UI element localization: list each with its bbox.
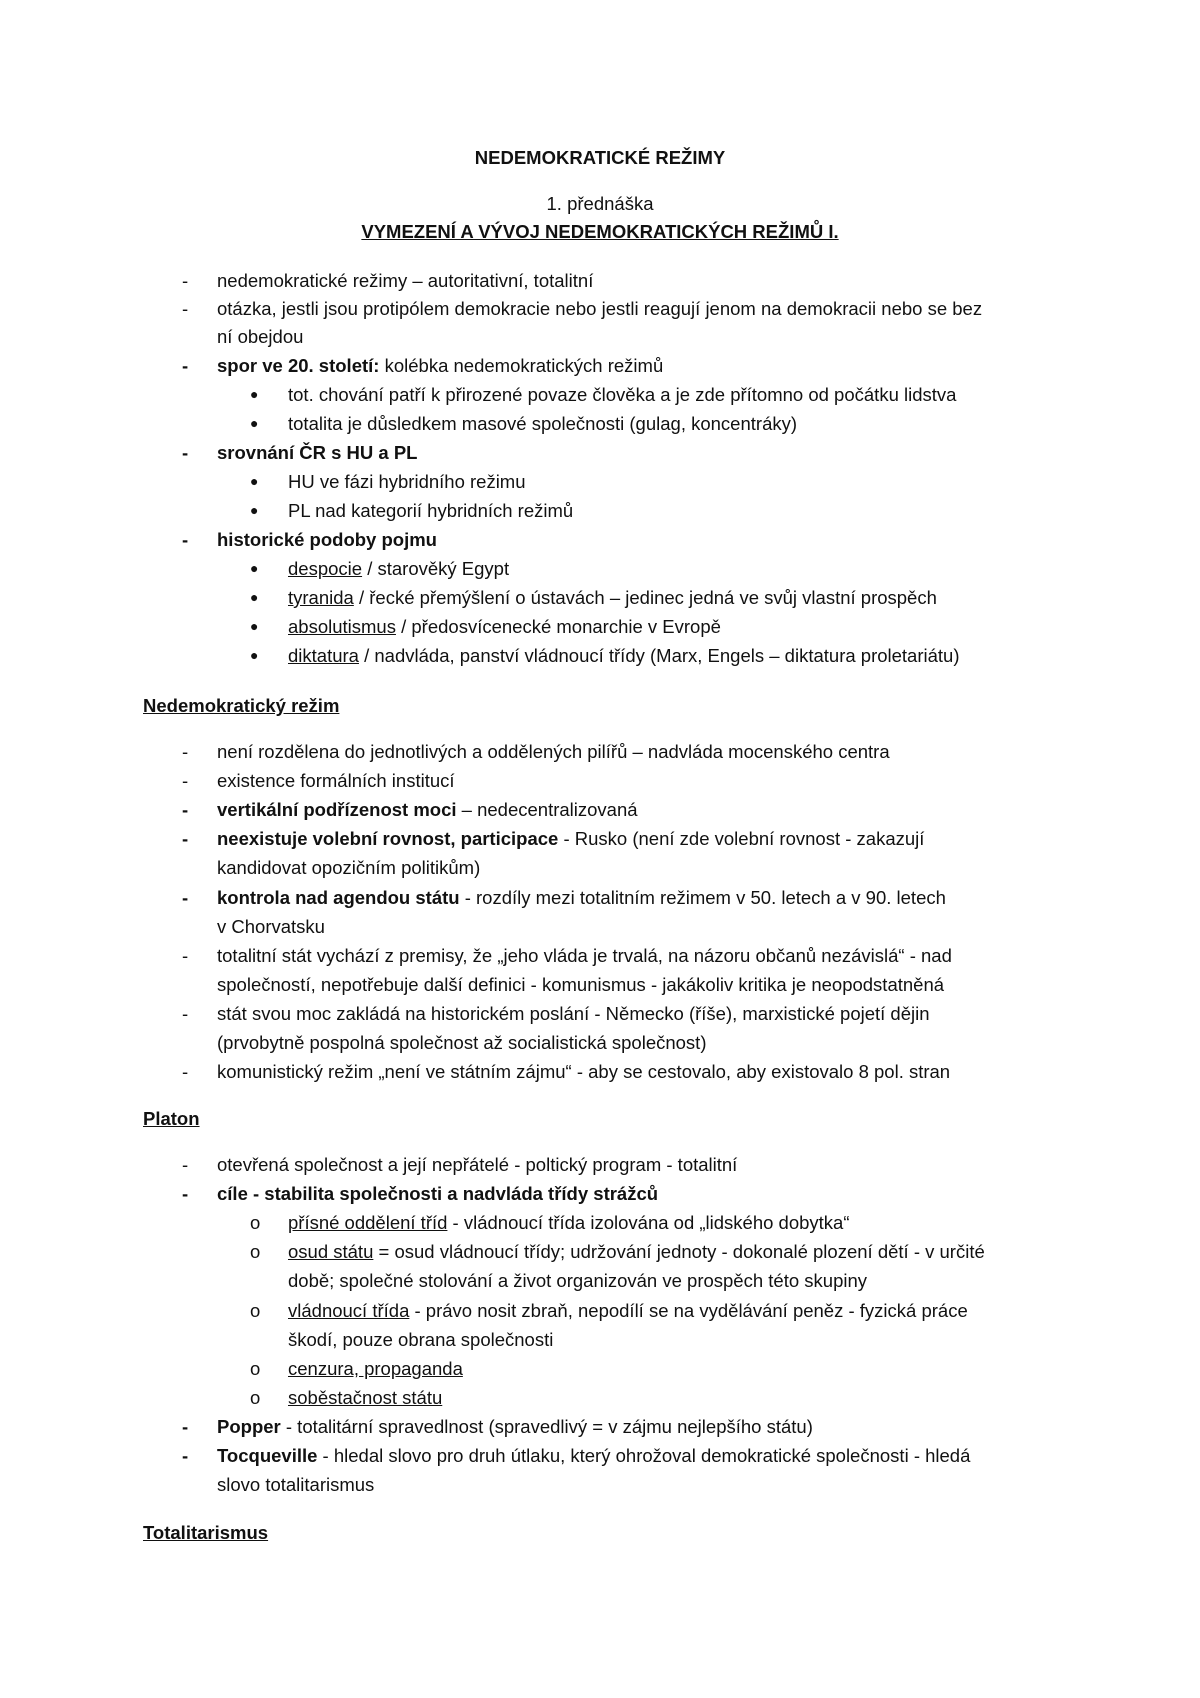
bullet-marker: ● <box>250 618 259 634</box>
list-item: stát svou moc zakládá na historickém poslání - Německo (říše), marxistické pojetí dějin <box>217 1003 930 1024</box>
dash-marker: - <box>182 741 189 762</box>
section-heading: Nedemokratický režim <box>143 695 340 716</box>
bullet-marker: ● <box>250 647 259 663</box>
list-item: totalitní stát vychází z premisy, že „jeho vláda je trvalá, na názoru občanů nezávislá“ - nad <box>217 945 952 966</box>
dash-marker: - <box>182 270 189 291</box>
bullet-marker: ● <box>250 386 259 402</box>
document-title: NEDEMOKRATICKÉ REŽIMY <box>474 147 726 168</box>
list-item: Tocqueville - hledal slovo pro druh útlaku, který ohrožoval demokratické společnosti - hledá <box>217 1445 971 1466</box>
circle-marker: o <box>250 1241 261 1262</box>
bullet-marker: ● <box>250 415 259 431</box>
document-subtitle: VYMEZENÍ A VÝVOJ NEDEMOKRATICKÝCH REŽIMŮ I. <box>361 221 839 242</box>
dash-marker: - <box>182 298 189 319</box>
dash-marker: - <box>182 1445 189 1466</box>
sub-item: přísné oddělení tříd - vládnoucí třída izolována od „lidského dobytka“ <box>288 1212 850 1233</box>
circle-marker: o <box>250 1212 261 1233</box>
bullet-marker: ● <box>250 589 259 605</box>
sub-item: cenzura, propaganda <box>288 1358 463 1379</box>
list-item: neexistuje volební rovnost, participace - Rusko (není zde volební rovnost - zakazují <box>217 828 925 849</box>
list-item: vertikální podřízenost moci – nedecentralizovaná <box>217 799 638 820</box>
list-item: cíle - stabilita společnosti a nadvláda třídy strážců <box>217 1183 659 1204</box>
list-item: otevřená společnost a její nepřátelé - poltický program - totalitní <box>217 1154 738 1175</box>
sub-item: osud státu = osud vládnoucí třídy; udržování jednoty - dokonalé plození dětí - v určité <box>288 1241 985 1262</box>
list-item: Popper - totalitární spravedlnost (spravedlivý = v zájmu nejlepšího státu) <box>217 1416 813 1437</box>
bullet-marker: ● <box>250 502 259 518</box>
section-heading: Totalitarismus <box>143 1522 269 1543</box>
sub-item: vládnoucí třída - právo nosit zbraň, nepodílí se na vydělávání peněz - fyzická práce <box>288 1300 968 1321</box>
section-heading: Platon <box>143 1108 200 1129</box>
circle-marker: o <box>250 1387 261 1408</box>
dash-marker: - <box>182 355 189 376</box>
dash-marker: - <box>182 828 189 849</box>
circle-marker: o <box>250 1300 261 1321</box>
document-page: NEDEMOKRATICKÉ REŽIMY 1. přednáška VYMEZENÍ A VÝVOJ NEDEMOKRATICKÝCH REŽIMŮ I. - nedemokratické režimy – autoritativní, totalitní - otázka, jestli jsou protipólem demokracie nebo jestli reagují jenom na demokracii nebo se bez ní obejdou - spor ve 20. století: kolébka nedemokratických režimů ● tot. chování patří k přirozené povaze člověka a je zde přítomno od počátku lidstva ● totalita je důsledkem masové společnosti (gulag, koncentráky) - srovnání ČR s HU a PL ● HU ve fázi hybridního režimu ● PL nad kategorií hybridních režimů - historické podoby pojmu ● despocie / starověký Egypt ● tyranida / řecké přemýšlení o ústavách – jedinec jedná ve svůj vlastní prospěch ● absolutismus / předosvícenecké monarchie v Evropě ● diktatura / nadvláda, panství vládnoucí třídy (Marx, Engels – diktatura proletariátu) Nedemokratický režim - není rozdělena do jednotlivých a oddělených pilířů – nadvláda mocenského centra - existence formálních institucí - vertikální podřízenost moci – nedecentralizovaná - neexistuje volební rovnost, participace - Rusko (není zde volební rovnost - zakazují kandidovat opozičním politikům) - kontrola nad agendou státu - rozdíly mezi totalitním režimem v 50. letech a v 90. letech v Chorvatsku - totalitní stát vychází z premisy, že „jeho vláda je trvalá, na názoru občanů nezávislá“ - nad společností, nepotřebuje další definici - komunismus - jakákoliv kritika je neopodstatněná - stát svou moc zakládá na historickém poslání - Německo (říše), marxistické pojetí dějin (prvobytně pospolná společnost až socialistická společnost) - komunistický režim „není ve státním zájmu“ - aby se cestovalo, aby existovalo 8 pol. stran Platon - otevřená společnost a její nepřátelé - poltický program - totalitní - cíle - stabilita společnosti a nadvláda třídy strážců o přísné oddělení tříd - vládnoucí třída izolována od „lidského dobytka“ o osud státu = osud vládnoucí třídy; udržování jednoty - dokonalé plození dětí - v určité době; společné stolování a život organizován ve prospěch této skupiny o vládnoucí třída - právo nosit zbraň, nepodílí se na vydělávání peněz - fyzická práce škodí, pouze obrana společnosti o cenzura, propaganda o soběstačnost státu - Popper - totalitární spravedlnost (spravedlivý = v zájmu nejlepšího státu) - Tocqueville - hledal slovo pro druh útlaku, který ohrožoval demokratické společnosti - hledá slovo totalitarismus Totalitarismus <box>0 0 1200 1698</box>
list-item: není rozdělena do jednotlivých a oddělených pilířů – nadvláda mocenského centra <box>217 741 890 762</box>
dash-marker: - <box>182 799 189 820</box>
dash-marker: - <box>182 1183 189 1204</box>
dash-marker: - <box>182 1003 189 1024</box>
dash-marker: - <box>182 945 189 966</box>
list-item: kontrola nad agendou státu - rozdíly mezi totalitním režimem v 50. letech a v 90. letech <box>217 887 946 908</box>
dash-marker: - <box>182 529 189 550</box>
dash-marker: - <box>182 770 189 791</box>
bullet-marker: ● <box>250 560 259 576</box>
bullet-marker: ● <box>250 473 259 489</box>
sub-item: soběstačnost státu <box>288 1387 443 1408</box>
list-item: existence formálních institucí <box>217 770 455 791</box>
list-item: komunistický režim „není ve státním zájmu“ - aby se cestovalo, aby existovalo 8 pol. stran <box>217 1061 951 1082</box>
dash-marker: - <box>182 442 189 463</box>
lecture-number: 1. přednáška <box>546 193 654 214</box>
dash-marker: - <box>182 1416 189 1437</box>
dash-marker: - <box>182 887 189 908</box>
dash-marker: - <box>182 1154 189 1175</box>
circle-marker: o <box>250 1358 261 1379</box>
dash-marker: - <box>182 1061 189 1082</box>
